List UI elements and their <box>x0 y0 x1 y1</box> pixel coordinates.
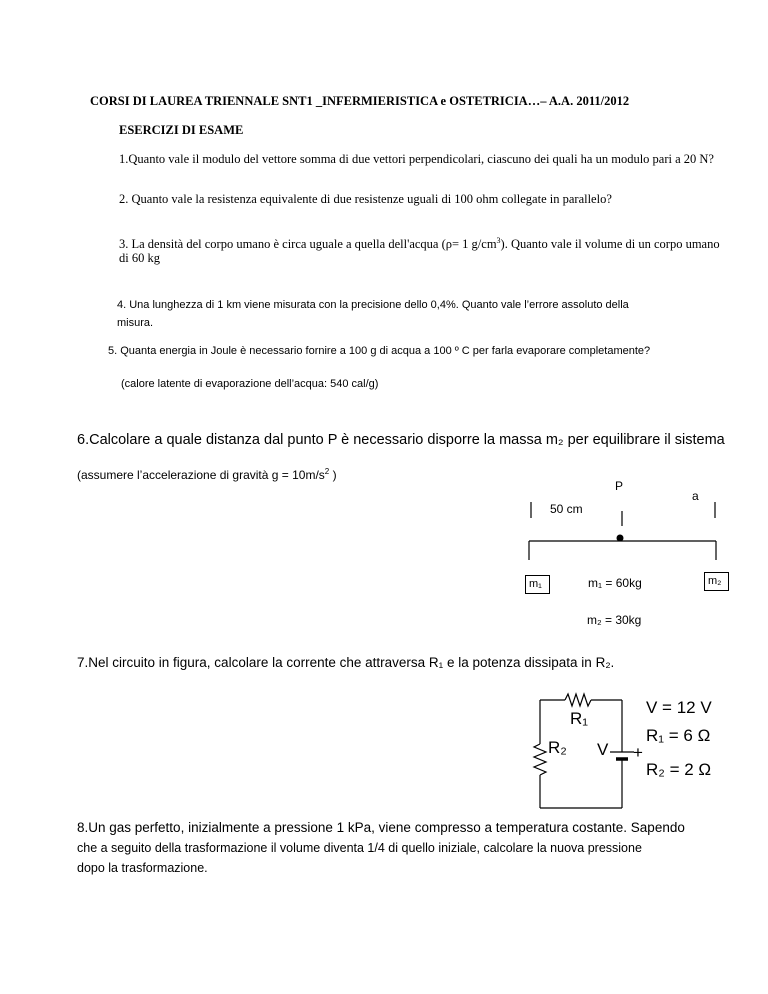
question-5-line-2: (calore latente di evaporazione dell’acqua: 540 cal/g) <box>121 378 379 390</box>
value-r1: R₁ = 6 Ω <box>646 726 711 745</box>
value-v: V = 12 V <box>646 698 712 717</box>
question-6-superscript: 2 <box>324 467 330 476</box>
label-r2: R₂ <box>548 738 567 757</box>
section-heading: ESERCIZI DI ESAME <box>119 123 244 137</box>
question-3-line-2: di 60 kg <box>119 251 160 265</box>
value-r2: R₂ = 2 Ω <box>646 760 712 779</box>
question-3-text-b: ). Quanto vale il volume di un corpo umano <box>500 237 720 252</box>
label-m2-value: m₂ = 30kg <box>587 613 642 627</box>
label-plus: + <box>633 743 643 762</box>
resistor-r1 <box>565 694 591 706</box>
label-p: P <box>615 479 624 493</box>
label-distance: 50 cm <box>550 502 583 516</box>
question-3-text-a: 3. La densità del corpo umano è circa uguale a quella dell'acqua (ρ= 1 g/cm <box>119 237 497 252</box>
question-6-text-b: ) <box>329 468 337 482</box>
label-r1: R₁ <box>570 709 589 728</box>
question-3-superscript: 3 <box>496 236 501 245</box>
label-a: a <box>692 489 699 503</box>
question-8-line-3: dopo la trasformazione. <box>77 861 208 875</box>
question-8-line-1: 8.Un gas perfetto, inizialmente a pressione 1 kPa, viene compresso a temperatura costante. Sapendo <box>77 820 685 835</box>
question-4-line-1: 4. Una lunghezza di 1 km viene misurata con la precisione dello 0,4%. Quanto vale l’errore assoluto della <box>117 299 629 311</box>
label-m1-value: m₁ = 60kg <box>588 576 642 590</box>
question-8-line-2: che a seguito della trasformazione il volume diventa 1/4 di quello iniziale, calcolare la nuova pressione <box>77 841 642 855</box>
label-m2-box: m₂ <box>708 575 722 587</box>
question-6-line-1: 6.Calcolare a quale distanza dal punto P è necessario disporre la massa m₂ per equilibrare il sistema <box>77 432 725 448</box>
label-v: V <box>597 740 609 759</box>
page-title: CORSI DI LAUREA TRIENNALE SNT1 _INFERMIERISTICA e OSTETRICIA…– A.A. 2011/2012 <box>90 94 630 108</box>
label-m1-box: m₁ <box>529 578 542 590</box>
question-4-line-2: misura. <box>117 317 154 329</box>
question-6-text-a: (assumere l’accelerazione di gravità g = 10m/s <box>77 468 325 482</box>
resistor-r2 <box>534 744 546 775</box>
question-7: 7.Nel circuito in figura, calcolare la corrente che attraversa R₁ e la potenza dissipata in R₂. <box>77 655 615 670</box>
question-1: 1.Quanto vale il modulo del vettore somma di due vettori perpendicolari, ciascuno dei quali ha un modulo pari a 20 N? <box>119 152 714 166</box>
question-2: 2. Quanto vale la resistenza equivalente di due resistenze uguali di 100 ohm collegate in parallelo? <box>119 192 612 206</box>
question-5-line-1: 5. Quanta energia in Joule è necessario fornire a 100 g di acqua a 100 º C per farla evaporare completamente? <box>108 345 651 357</box>
